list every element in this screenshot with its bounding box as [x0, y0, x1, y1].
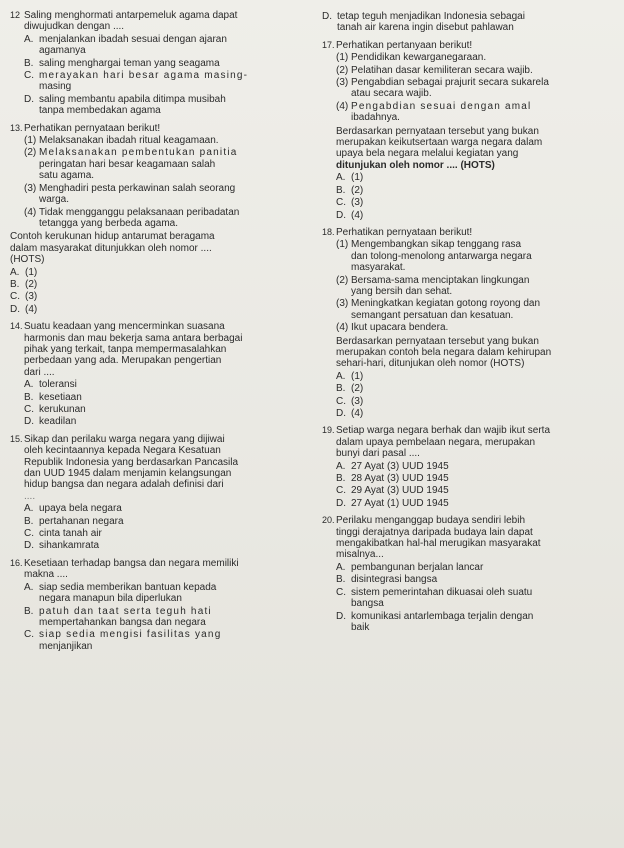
- option-b[interactable]: [336, 473, 618, 484]
- question-17-options: [336, 172, 618, 221]
- question-18: [322, 227, 618, 420]
- statement-1: [336, 52, 618, 63]
- statement-line: Pelatihan dasar kemiliteran secara wajib.: [351, 64, 533, 76]
- prompt-line: merupakan keikutsertaan warga negara dalam: [336, 137, 543, 149]
- option-c[interactable]: [336, 396, 618, 407]
- option-d[interactable]: [10, 304, 308, 315]
- stem-line: hidup bangsa dan negara adalah definisi dari: [24, 479, 224, 491]
- option-line: saling membantu apabila ditimpa musibah: [39, 93, 226, 105]
- statement-4: [336, 101, 618, 124]
- option-text: (1): [351, 172, 364, 184]
- option-c[interactable]: [24, 528, 308, 539]
- statement-line: atau secara wajib.: [351, 88, 432, 100]
- statement-text: [351, 52, 618, 63]
- statement-line: peringatan hari besar keagamaan salah: [39, 158, 216, 170]
- option-text: [39, 582, 308, 605]
- option-a[interactable]: [336, 461, 618, 472]
- option-letter: A.: [336, 172, 346, 184]
- option-text: [351, 587, 618, 610]
- statement-line: ibadahnya.: [351, 112, 400, 124]
- option-letter: D.: [24, 416, 34, 428]
- question-15-options: [24, 503, 308, 552]
- statement-text: [39, 207, 308, 230]
- statement-text: [39, 135, 308, 146]
- option-text: (1): [25, 266, 38, 278]
- statement-line: Pengabdian sebagai prajurit secara sukarela: [351, 77, 549, 89]
- statement-text: [39, 147, 308, 181]
- question-19-stem: [322, 425, 618, 459]
- option-d[interactable]: [336, 611, 618, 634]
- option-text: cinta tanah air: [39, 528, 102, 540]
- option-line: negara manapun bila diperlukan: [39, 593, 182, 605]
- option-text: (4): [351, 408, 364, 419]
- option-text: toleransi: [39, 379, 77, 391]
- prompt-line: Contoh kerukunan hidup antarumat beragama: [10, 231, 215, 243]
- statement-line: dan tolong-menolong antarwarga negara: [351, 250, 532, 262]
- option-text: [39, 94, 308, 117]
- question-15-number: 15.: [10, 433, 23, 444]
- question-18-stem: [322, 227, 618, 238]
- option-letter: A.: [10, 266, 20, 278]
- statement-2: [336, 275, 618, 298]
- option-letter: D.: [322, 11, 332, 22]
- option-letter: C.: [336, 395, 346, 407]
- option-letter: B.: [336, 184, 346, 196]
- question-13-prompt: [10, 231, 308, 265]
- question-17-stem: [322, 40, 618, 51]
- option-d[interactable]: [24, 540, 308, 551]
- option-a[interactable]: [336, 371, 618, 382]
- question-17-items: [336, 52, 618, 123]
- option-line: menjanjikan: [39, 640, 93, 652]
- option-text: [39, 34, 308, 57]
- question-19: [322, 425, 618, 509]
- option-b[interactable]: [24, 58, 308, 69]
- stem-line: makna ....: [24, 569, 68, 581]
- stem-line: dan UUD 1945 dalam menjamin kelangsungan: [24, 468, 232, 480]
- statement-line: Ikut upacara bendera.: [351, 322, 449, 334]
- option-letter: B.: [10, 278, 20, 290]
- statement-number: (1): [336, 52, 349, 64]
- option-letter: A.: [24, 581, 34, 593]
- option-letter: A.: [24, 379, 34, 391]
- option-b[interactable]: [24, 516, 308, 527]
- option-letter: A.: [336, 460, 346, 472]
- option-line: bangsa: [351, 598, 384, 610]
- option-a[interactable]: [24, 34, 308, 57]
- option-text: 27 Ayat (1) UUD 1945: [351, 497, 449, 509]
- question-19-text: [336, 425, 618, 459]
- option-line: tetap teguh menjadikan Indonesia sebagai: [337, 11, 525, 22]
- option-text: upaya bela negara: [39, 503, 122, 515]
- option-a[interactable]: [24, 503, 308, 514]
- option-letter: A.: [24, 503, 34, 515]
- question-14-options: [24, 379, 308, 428]
- question-20-stem: [322, 515, 618, 561]
- option-line: mempertahankan bangsa dan negara: [39, 616, 206, 628]
- statement-number: (3): [24, 182, 37, 194]
- statement-line: yang bersih dan sehat.: [351, 285, 453, 297]
- statement-line: Pendidikan kewarganegaraan.: [351, 52, 487, 64]
- statement-line: Mengembangkan sikap tenggang rasa: [351, 239, 522, 251]
- option-letter: D.: [24, 540, 34, 552]
- question-12: [10, 10, 308, 117]
- option-c[interactable]: [24, 629, 308, 652]
- option-b[interactable]: [336, 185, 618, 196]
- option-letter: B.: [24, 57, 34, 69]
- option-text: [39, 606, 308, 629]
- statement-2: [336, 65, 618, 76]
- question-17: [322, 40, 618, 221]
- statement-line: Pengabdian sesuai dengan amal: [351, 100, 532, 112]
- option-b[interactable]: [24, 392, 308, 403]
- statement-line: warga.: [39, 194, 70, 206]
- stem-line: oleh kecintaannya kepada Negara Kesatuan: [24, 445, 221, 457]
- option-text: [39, 629, 308, 652]
- statement-1: [24, 135, 308, 146]
- question-13-stem: [10, 123, 308, 134]
- question-16-stem: [10, 558, 308, 581]
- statement-number: (3): [336, 77, 349, 89]
- option-text: kesetiaan: [39, 391, 82, 403]
- question-13-options: [10, 267, 308, 316]
- option-c[interactable]: [336, 197, 618, 208]
- question-14: [10, 321, 308, 428]
- option-line: sistem pemerintahan dikuasai oleh suatu: [351, 586, 533, 598]
- question-13-intro: Perhatikan pernyataan berikut!: [24, 122, 161, 134]
- statement-line: Tidak mengganggu pelaksanaan peribadatan: [39, 206, 240, 218]
- stem-line: Republik Indonesia yang berdasarkan Pancasila: [24, 456, 239, 468]
- statement-text: [39, 183, 308, 206]
- statement-text: [351, 275, 618, 298]
- stem-line: tinggi derajatnya daripada budaya lain dapat: [336, 526, 533, 538]
- statement-line: masyarakat.: [351, 262, 406, 274]
- question-17-intro: Perhatikan pertanyaan berikut!: [336, 39, 473, 51]
- stem-line: bunyi dari pasal ....: [336, 448, 420, 460]
- option-d[interactable]: [322, 11, 618, 34]
- question-18-intro: Perhatikan pernyataan berikut!: [336, 226, 473, 238]
- option-line: patuh dan taat serta teguh hati: [39, 605, 212, 617]
- statement-number: (2): [336, 64, 349, 76]
- statement-number: (2): [336, 274, 349, 286]
- option-c[interactable]: [24, 404, 308, 415]
- question-18-items: [336, 239, 618, 333]
- option-text: sihankamrata: [39, 540, 100, 552]
- question-17-prompt: [336, 126, 618, 172]
- statement-number: (4): [336, 322, 349, 334]
- option-letter: D.: [336, 497, 346, 509]
- option-line: baik: [351, 621, 370, 633]
- option-text: [351, 574, 618, 585]
- option-letter: B.: [24, 605, 34, 617]
- right-column: [322, 0, 618, 639]
- option-text: (1): [351, 370, 364, 382]
- option-line: siap sedia memberikan bantuan kepada: [39, 581, 217, 593]
- question-20-number: 20.: [322, 515, 335, 526]
- question-20: [322, 515, 618, 633]
- question-16-text: [24, 558, 308, 581]
- question-13: [10, 123, 308, 316]
- option-text: [351, 611, 618, 634]
- option-letter: C.: [10, 291, 20, 303]
- question-14-stem: [10, 321, 308, 378]
- statement-number: (1): [24, 135, 37, 147]
- option-text: kerukunan: [39, 404, 86, 415]
- option-d[interactable]: [336, 498, 618, 509]
- left-column: [10, 0, 308, 658]
- option-text: 29 Ayat (3) UUD 1945: [351, 485, 449, 497]
- statement-number: (3): [336, 298, 349, 310]
- statement-3: [336, 77, 618, 100]
- option-b[interactable]: [10, 279, 308, 290]
- option-letter: C.: [24, 70, 34, 82]
- statement-line: Bersama-sama menciptakan lingkungan: [351, 274, 530, 286]
- option-letter: D.: [336, 209, 346, 221]
- option-text: [39, 70, 308, 93]
- option-letter: C.: [24, 528, 34, 540]
- stem-line: mengakibatkan hal-hal merugikan masyarakat: [336, 538, 541, 550]
- option-text: (3): [351, 395, 364, 407]
- option-text: (4): [351, 209, 364, 221]
- option-letter: B.: [336, 383, 346, 395]
- option-c[interactable]: [336, 485, 618, 496]
- option-letter: D.: [10, 303, 20, 315]
- stem-line: Sikap dan perilaku warga negara yang dijiwai: [24, 433, 225, 445]
- prompt-line: dalam masyarakat ditunjukkan oleh nomor ....: [10, 242, 212, 254]
- question-15-stem: [10, 434, 308, 491]
- option-text: [39, 58, 308, 69]
- question-15: [10, 434, 308, 552]
- statement-line: satu agama.: [39, 170, 95, 182]
- option-text: (2): [351, 184, 364, 196]
- option-letter: C.: [336, 197, 346, 209]
- option-letter: A.: [24, 33, 34, 45]
- option-b[interactable]: [24, 606, 308, 629]
- option-text: (4): [25, 303, 38, 315]
- question-12-number: 12: [10, 10, 21, 20]
- option-a[interactable]: [10, 267, 308, 278]
- option-text: 27 Ayat (3) UUD 1945: [351, 460, 449, 472]
- question-20-text: [336, 515, 618, 561]
- option-letter: B.: [24, 515, 34, 527]
- option-letter: C.: [336, 586, 346, 598]
- option-line: menjalankan ibadah sesuai dengan ajaran: [39, 33, 227, 45]
- question-18-prompt: [336, 336, 618, 370]
- stem-line: harmonis dan mau bekerja sama antara berbagai: [24, 332, 243, 344]
- statement-1: [336, 239, 618, 273]
- prompt-line: sehari-hari, ditunjukan oleh nomor (HOTS): [336, 358, 525, 370]
- question-12-options: [24, 34, 308, 117]
- option-line: disintegrasi bangsa: [351, 574, 438, 586]
- option-line: agamanya: [39, 45, 86, 57]
- statement-4: [336, 322, 618, 333]
- stem-line: dalam upaya pembelaan negara, merupakan: [336, 436, 536, 448]
- stem-line: dari ....: [24, 366, 55, 378]
- statement-text: [351, 322, 618, 333]
- stem-line: Saling menghormati antarpemeluk agama dapat: [24, 10, 238, 21]
- option-text: (2): [351, 383, 364, 395]
- question-16-continued: [322, 11, 618, 34]
- option-letter: B.: [336, 574, 346, 586]
- option-line: tanpa membedakan agama: [39, 105, 161, 117]
- option-text: pertahanan negara: [39, 515, 124, 527]
- option-letter: B.: [24, 391, 34, 403]
- option-letter: D.: [336, 408, 346, 419]
- option-b[interactable]: [336, 383, 618, 394]
- prompt-line: Berdasarkan pernyataan tersebut yang bukan: [336, 125, 539, 137]
- statement-text: [351, 239, 618, 273]
- option-a[interactable]: [336, 562, 618, 573]
- option-d[interactable]: [24, 416, 308, 427]
- prompt-line: Berdasarkan pernyataan tersebut yang bukan: [336, 335, 539, 347]
- option-a[interactable]: [24, 379, 308, 390]
- question-13-items: [24, 135, 308, 229]
- statement-line: Meningkatkan kegiatan gotong royong dan: [351, 298, 541, 310]
- option-d[interactable]: [336, 408, 618, 419]
- statement-number: (4): [336, 100, 349, 112]
- statement-line: Menghadiri pesta perkawinan salah seorang: [39, 182, 236, 194]
- option-text: [351, 562, 618, 573]
- stem-line: Suatu keadaan yang mencerminkan suasana: [24, 321, 225, 333]
- option-a[interactable]: [336, 172, 618, 183]
- option-line: merayakan hari besar agama masing-: [39, 70, 249, 82]
- option-d[interactable]: [24, 94, 308, 117]
- option-c[interactable]: [10, 291, 308, 302]
- statement-3: [336, 298, 618, 321]
- option-text: (3): [25, 291, 38, 303]
- statement-number: (4): [24, 206, 37, 218]
- stem-line: diwujudkan dengan ....: [24, 21, 125, 33]
- question-16-number: 16.: [10, 557, 23, 568]
- statement-number: (1): [336, 239, 349, 251]
- option-text: 28 Ayat (3) UUD 1945: [351, 473, 449, 485]
- prompt-line: (HOTS): [10, 254, 45, 266]
- option-c[interactable]: [24, 70, 308, 93]
- option-letter: C.: [24, 404, 34, 415]
- statement-text: [351, 298, 618, 321]
- statement-2: [24, 147, 308, 181]
- option-text: (3): [351, 197, 364, 209]
- statement-text: [351, 101, 618, 124]
- question-13-number: 13.: [10, 122, 23, 133]
- statement-4: [24, 207, 308, 230]
- question-14-number: 14.: [10, 321, 23, 332]
- stem-line: perbedaan yang ada. Merupakan pengertian: [24, 355, 222, 367]
- option-text: keadilan: [39, 416, 77, 428]
- option-line: pembangunan berjalan lancar: [351, 561, 484, 573]
- prompt-line: ditunjukan oleh nomor .... (HOTS): [336, 159, 495, 171]
- statement-text: [351, 77, 618, 100]
- option-line: masing: [39, 81, 72, 93]
- option-letter: A.: [336, 370, 346, 382]
- option-line: siap sedia mengisi fasilitas yang: [39, 629, 222, 641]
- stem-line: misalnya...: [336, 549, 384, 561]
- option-line: komunikasi antarlembaga terjalin dengan: [351, 610, 534, 622]
- option-d[interactable]: [336, 210, 618, 221]
- option-letter: C.: [24, 629, 34, 641]
- option-c[interactable]: [336, 587, 618, 610]
- stem-line: pihak yang terkait, tanpa mempermasalahkan: [24, 343, 227, 355]
- statement-line: Melaksanakan ibadah ritual keagamaan.: [39, 135, 219, 147]
- question-18-number: 18.: [322, 226, 335, 237]
- option-letter: C.: [336, 485, 346, 497]
- question-17-number: 17.: [322, 39, 335, 50]
- option-a[interactable]: [24, 582, 308, 605]
- option-text: [337, 11, 618, 34]
- question-14-text: [24, 321, 308, 378]
- question-12-stem: [10, 10, 308, 33]
- option-letter: D.: [24, 93, 34, 105]
- option-text: (2): [25, 278, 38, 290]
- statement-3: [24, 183, 308, 206]
- stem-line: Perilaku menganggap budaya sendiri lebih: [336, 515, 526, 527]
- question-19-options: [336, 461, 618, 510]
- option-letter: A.: [336, 561, 346, 573]
- question-16-options-continued: [322, 11, 618, 34]
- stem-line: Setiap warga negara berhak dan wajib ikut serta: [336, 425, 551, 437]
- question-19-number: 19.: [322, 425, 335, 436]
- statement-line: semangant persatuan dan kesatuan.: [351, 309, 514, 321]
- prompt-line: merupakan contoh bela negara dalam kehirupan: [336, 346, 552, 358]
- option-b[interactable]: [336, 574, 618, 585]
- statement-line: Melaksanakan pembentukan panitia: [39, 147, 238, 159]
- statement-line: tetangga yang berbeda agama.: [39, 217, 178, 229]
- prompt-line: upaya bela negara melalui kegiatan yang: [336, 148, 519, 160]
- question-18-options: [336, 371, 618, 420]
- question-16-options: [24, 582, 308, 652]
- option-letter: D.: [336, 610, 346, 622]
- question-16: [10, 558, 308, 652]
- question-15-text: [24, 434, 308, 491]
- statement-number: (2): [24, 147, 37, 159]
- question-12-text: [24, 10, 308, 33]
- stem-line: Kesetiaan terhadap bangsa dan negara memiliki: [24, 557, 239, 569]
- statement-text: [351, 65, 618, 76]
- option-line: saling menghargai teman yang seagama: [39, 57, 220, 69]
- option-line: tanah air karena ingin disebut pahlawan: [337, 22, 514, 34]
- option-letter: B.: [336, 473, 346, 485]
- question-15-dots: ....: [24, 490, 36, 502]
- question-20-options: [336, 562, 618, 633]
